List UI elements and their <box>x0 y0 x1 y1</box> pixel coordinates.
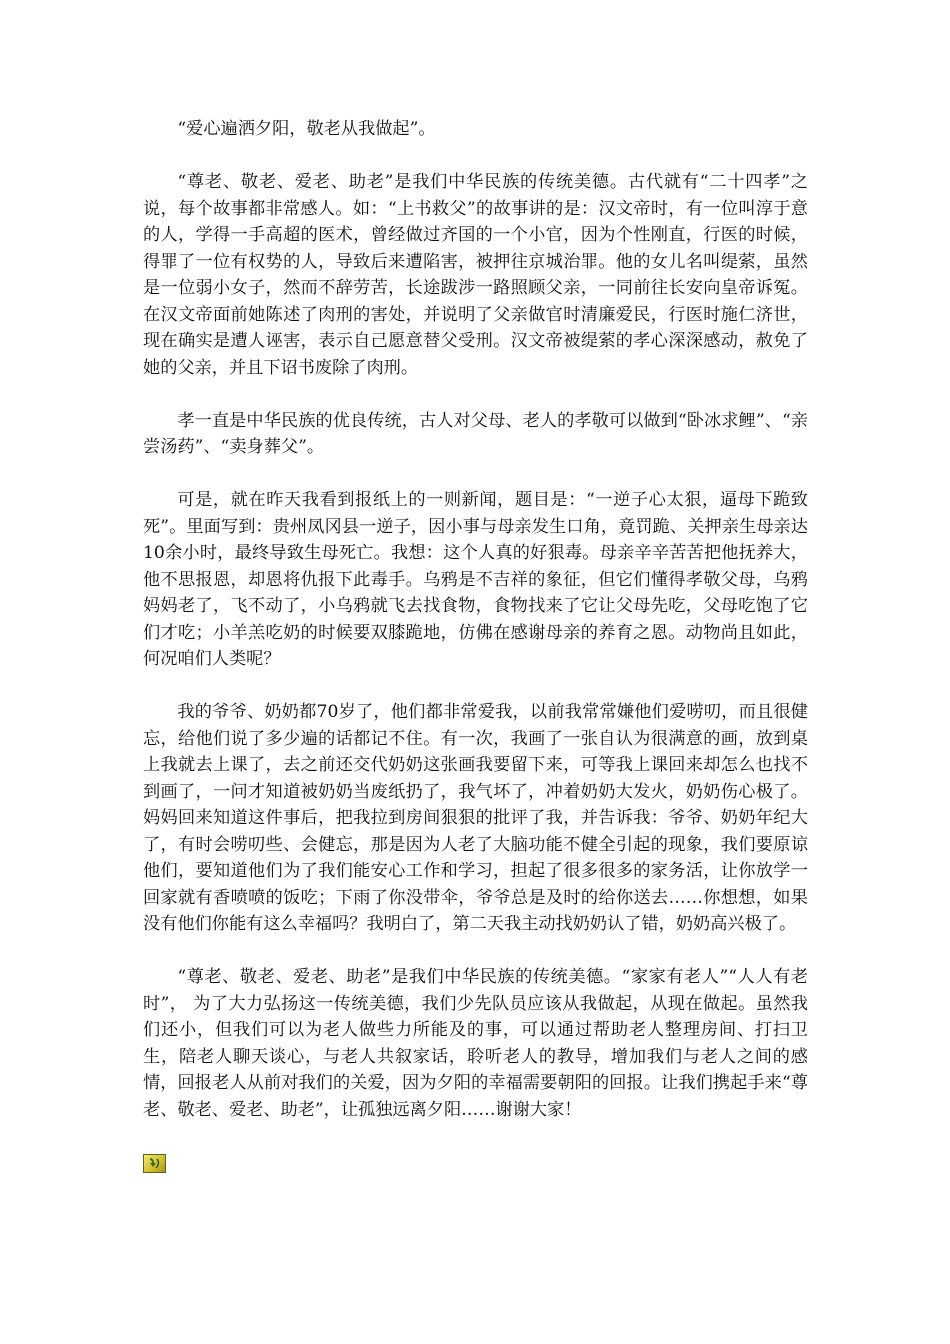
paragraph-conclusion: “尊老、敬老、爱老、助老”是我们中华民族的传统美德。“家家有老人”“人人有老时”， 为了大力弘扬这一传统美德，我们少先队员应该从我做起，从现在做起。虽然我们还小，但我们可以为老人做些力所能及的事，可以通过帮助老人整理房间、打扫卫生，陪老人聊天谈心，与老人共叙家话，聆听老人的教导，增加我们与老人之间的感情，回报老人从前对我们的关爱，因为夕阳的幸福需要朝阳的回报。让我们携起手来“尊老、敬老、爱老、助老”，让孤独远离夕阳……谢谢大家！ <box>143 967 808 1120</box>
document-body <box>143 116 808 1150</box>
arrow-glyph-icon <box>144 1155 165 1172</box>
end-of-document-arrow-icon[interactable] <box>143 1154 166 1173</box>
paragraph-filial-tradition: 孝一直是中华民族的优良传统，古人对父母、老人的孝敬可以做到“卧冰求鲤”、“亲尝汤药”、“卖身葬父”。 <box>143 410 808 457</box>
paragraph-news-story: 可是，就在昨天我看到报纸上的一则新闻，题目是：“一逆子心太狠，逼母下跪致死”。里面写到：贵州凤冈县一逆子，因小事与母亲发生口角，竟罚跪、关押亲生母亲达10余小时，最终导致生母死亡。我想：这个人真的好狠毒。母亲辛辛苦苦把他抚养大，他不思报恩，却恩将仇报下此毒手。乌鸦是不吉祥的象征，但它们懂得孝敬父母，乌鸦妈妈老了，飞不动了，小乌鸦就飞去找食物，食物找来了它让父母先吃，父母吃饱了它们才吃；小羊羔吃奶的时候要双膝跪地，仿佛在感谢母亲的养育之恩。动物尚且如此，何况咱们人类呢？ <box>143 490 808 669</box>
paragraph-grandparents: 我的爷爷、奶奶都70岁了，他们都非常爱我，以前我常常嫌他们爱唠叨，而且很健忘，给他们说了多少遍的话都记不住。有一次，我画了一张自认为很满意的画，放到桌上我就去上课了，去之前还交代奶奶这张画我要留下来，可等我上课回来却怎么也找不到画了，一问才知道被奶奶当废纸扔了，我气坏了，冲着奶奶大发火，奶奶伤心极了。妈妈回来知道这件事后，把我拉到房间狠狠的批评了我，并告诉我：爷爷、奶奶年纪大了，有时会唠叨些、会健忘，那是因为人老了大脑功能不健全引起的现象，我们要原谅他们，要知道他们为了我们能安心工作和学习，担起了很多很多的家务活，让你放学一回家就有香喷喷的饭吃；下雨了你没带伞，爷爷总是及时的给你送去……你想想，如果没有他们你能有这么幸福吗？我明白了，第二天我主动找奶奶认了错，奶奶高兴极了。 <box>143 702 808 934</box>
paragraph-traditional-virtue: “尊老、敬老、爱老、助老”是我们中华民族的传统美德。古代就有“二十四孝”之说，每个故事都非常感人。如：“上书救父”的故事讲的是：汉文帝时，有一位叫淳于意的人，学得一手高超的医术，曾经做过齐国的一个小官，因为个性刚直，行医的时候，得罪了一位有权势的人，导致后来遭陷害，被押往京城治罪。他的女儿名叫缇萦，虽然是一位弱小女子，然而不辞劳苦，长途跋涉一路照顾父亲，一同前往长安向皇帝诉冤。在汉文帝面前她陈述了肉刑的害处，并说明了父亲做官时清廉爱民，行医时施仁济世，现在确实是遭人诬害，表示自己愿意替父受刑。汉文帝被缇萦的孝心深深感动，赦免了她的父亲，并且下诏书废除了肉刑。 <box>143 172 808 378</box>
document-title-line: “爱心遍洒夕阳，敬老从我做起”。 <box>177 119 436 139</box>
